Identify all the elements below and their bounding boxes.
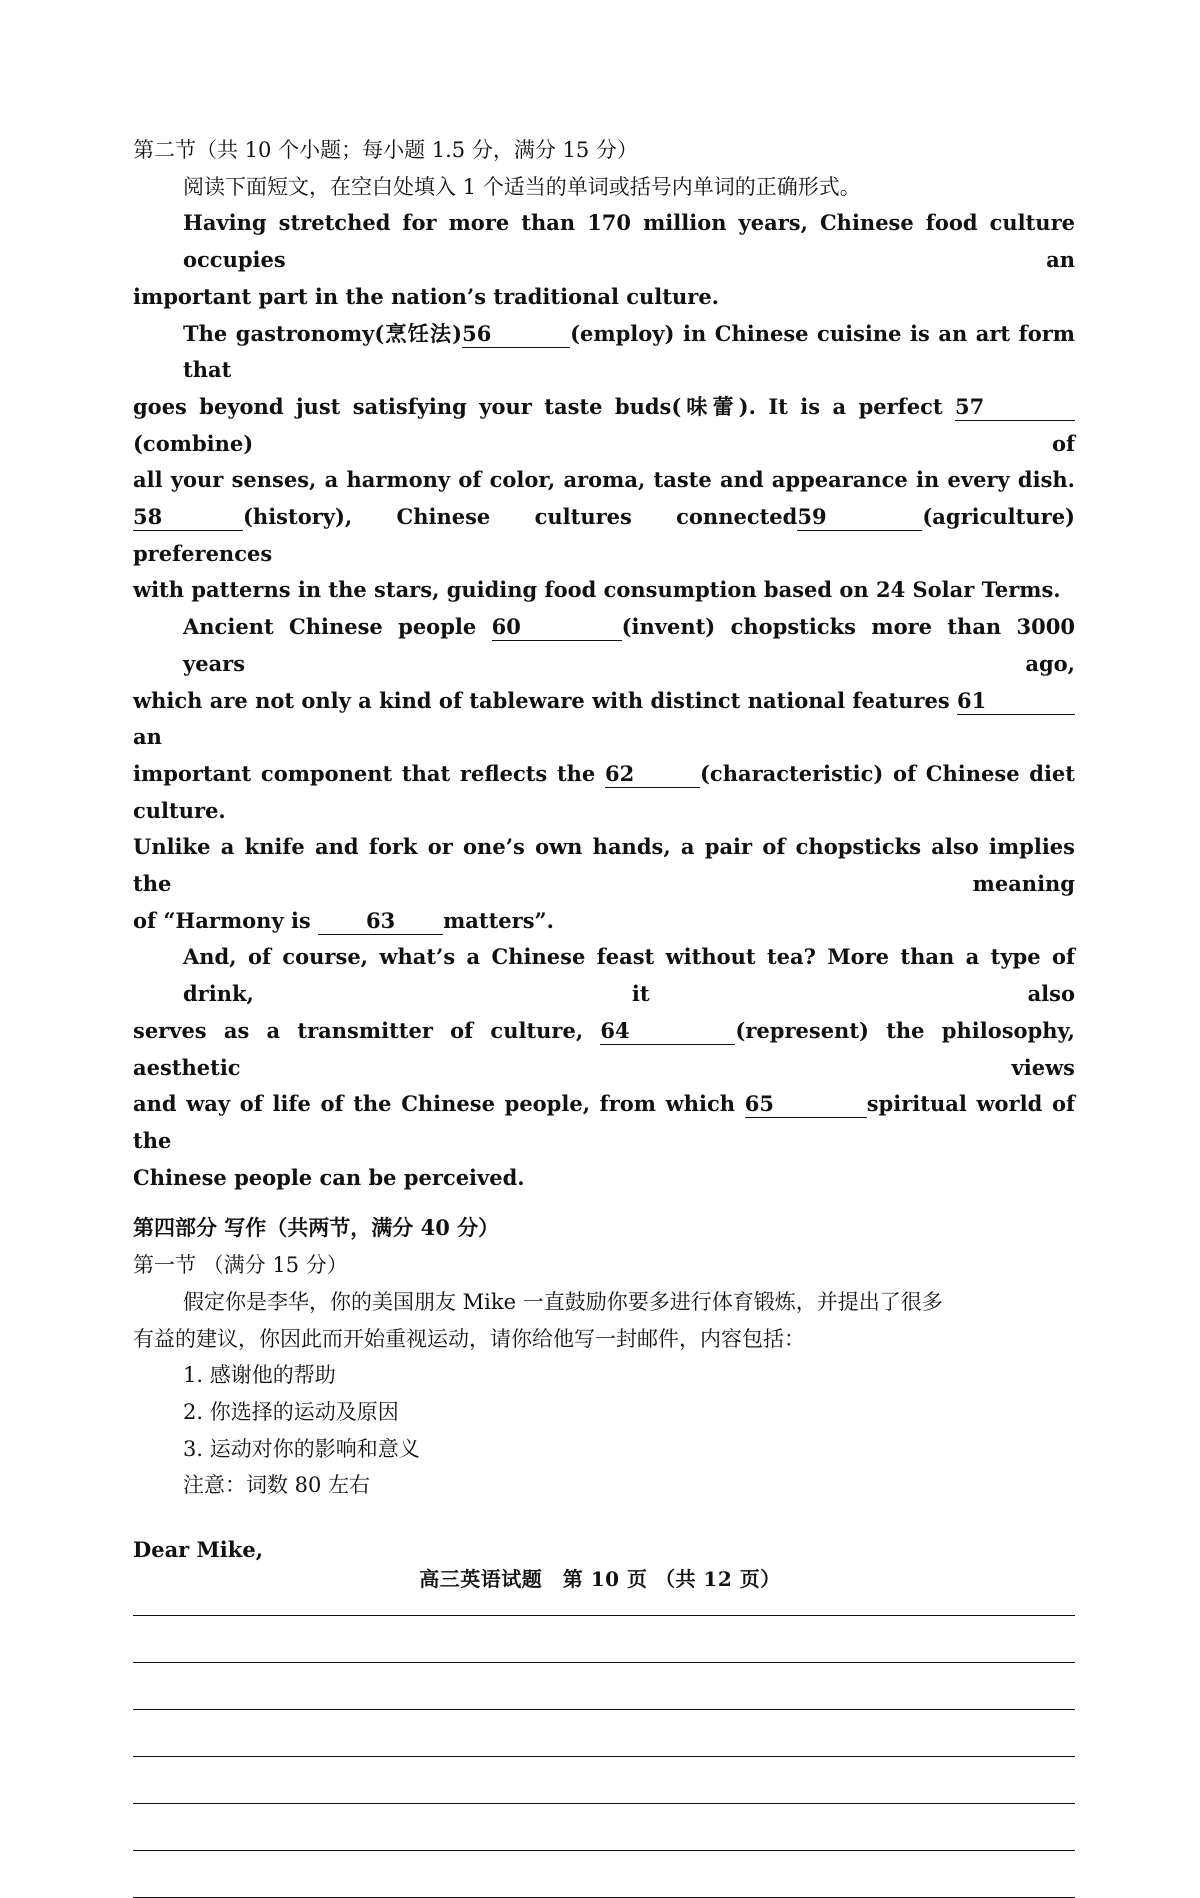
passage-line: all your senses, a harmony of color, aroma, taste and appearance in every dish. bbox=[133, 467, 1075, 493]
passage-text: an bbox=[133, 724, 162, 750]
passage-line bbox=[133, 683, 1075, 756]
passage-text: (characteristic) of Chinese diet culture. bbox=[133, 760, 1075, 823]
blank-65[interactable]: 65 bbox=[745, 1091, 867, 1118]
blank-57[interactable]: 57 bbox=[955, 394, 1075, 421]
passage-text: and way of life of the Chinese people, from which bbox=[133, 1091, 736, 1117]
writing-line[interactable] bbox=[133, 1616, 1075, 1663]
blank-61[interactable]: 61 bbox=[957, 688, 1075, 715]
blank-62[interactable]: 62 bbox=[605, 761, 700, 788]
passage-line bbox=[133, 499, 1075, 572]
passage-line bbox=[133, 316, 1075, 389]
passage-line: Having stretched for more than 170 million years, Chinese food culture occupies an bbox=[183, 210, 1075, 273]
passage-text: (combine) of bbox=[133, 430, 1075, 456]
word-count-note: 注意：词数 80 左右 bbox=[183, 1473, 371, 1498]
blank-56[interactable]: 56 bbox=[462, 321, 570, 348]
passage-line bbox=[133, 609, 1075, 682]
blank-58[interactable]: 58 bbox=[133, 504, 243, 531]
section-heading: 第二节（共 10 个小题；每小题 1.5 分，满分 15 分） bbox=[133, 138, 638, 162]
passage-text: important component that reflects the bbox=[133, 760, 596, 786]
part-heading: 第四部分 写作（共两节，满分 40 分） bbox=[133, 1215, 500, 1241]
passage-line: with patterns in the stars, guiding food consumption based on 24 Solar Terms. bbox=[133, 577, 1061, 603]
section-instruction: 阅读下面短文，在空白处填入 1 个适当的单词或括号内单词的正确形式。 bbox=[183, 174, 861, 199]
requirement-item: 3. 运动对你的影响和意义 bbox=[183, 1436, 420, 1461]
passage-line: And, of course, what’s a Chinese feast without tea? More than a type of drink, it also bbox=[183, 944, 1075, 1007]
passage-text: which are not only a kind of tableware with distinct national features bbox=[133, 687, 950, 713]
passage-line bbox=[133, 756, 1075, 829]
blank-60[interactable]: 60 bbox=[492, 614, 622, 641]
requirement-item: 1. 感谢他的帮助 bbox=[183, 1363, 336, 1388]
passage-text: (invent) chopsticks more than 3000 years ago, bbox=[183, 614, 1075, 676]
writing-prompt-line: 有益的建议，你因此而开始重视运动，请你给他写一封邮件，内容包括： bbox=[133, 1326, 805, 1351]
requirement-item: 2. 你选择的运动及原因 bbox=[183, 1399, 399, 1424]
blank-64[interactable]: 64 bbox=[600, 1018, 735, 1045]
passage-text: spiritual world of the bbox=[133, 1091, 1075, 1153]
passage-text: (represent) the philosophy, aesthetic views bbox=[133, 1017, 1075, 1080]
passage-line: important part in the nation’s traditional culture. bbox=[133, 283, 719, 309]
exam-page bbox=[133, 132, 1075, 1898]
writing-line[interactable] bbox=[133, 1757, 1075, 1804]
passage-text: serves as a transmitter of culture, bbox=[133, 1017, 584, 1043]
blank-59[interactable]: 59 bbox=[797, 504, 922, 531]
passage-text: matters”. bbox=[443, 907, 554, 933]
page-footer: 高三英语试题 第 10 页 （共 12 页） bbox=[419, 1567, 781, 1591]
writing-line[interactable] bbox=[133, 1663, 1075, 1710]
writing-line[interactable] bbox=[133, 1710, 1075, 1757]
passage-text: (employ) in Chinese cuisine is an art form that bbox=[183, 320, 1075, 383]
passage-line bbox=[133, 903, 1075, 940]
section-heading: 第一节 （满分 15 分） bbox=[133, 1253, 348, 1278]
writing-line[interactable] bbox=[133, 1804, 1075, 1851]
passage-line bbox=[133, 1086, 1075, 1159]
letter-salutation: Dear Mike, bbox=[133, 1537, 263, 1563]
writing-prompt-line: 假定你是李华，你的美国朋友 Mike 一直鼓励你要多进行体育锻炼，并提出了很多 bbox=[183, 1289, 943, 1314]
passage-line bbox=[133, 389, 1075, 462]
writing-area[interactable] bbox=[133, 1569, 1075, 1898]
passage-line: Chinese people can be perceived. bbox=[133, 1164, 525, 1190]
passage-line: Unlike a knife and fork or one’s own hands, a pair of chopsticks also implies the meaning bbox=[133, 834, 1075, 897]
passage-line bbox=[133, 1013, 1075, 1086]
passage-text: Ancient Chinese people bbox=[183, 614, 477, 640]
passage-text: The gastronomy(烹饪法) bbox=[183, 320, 463, 346]
passage-text: (history), Chinese cultures connected bbox=[243, 504, 798, 530]
passage-text: goes beyond just satisfying your taste buds(味蕾). It is a perfect bbox=[133, 393, 943, 419]
passage-text: (agriculture) preferences bbox=[133, 504, 1075, 566]
writing-line[interactable] bbox=[133, 1851, 1075, 1898]
passage-text: of “Harmony is bbox=[133, 907, 311, 933]
blank-63[interactable]: 63 bbox=[318, 908, 443, 935]
